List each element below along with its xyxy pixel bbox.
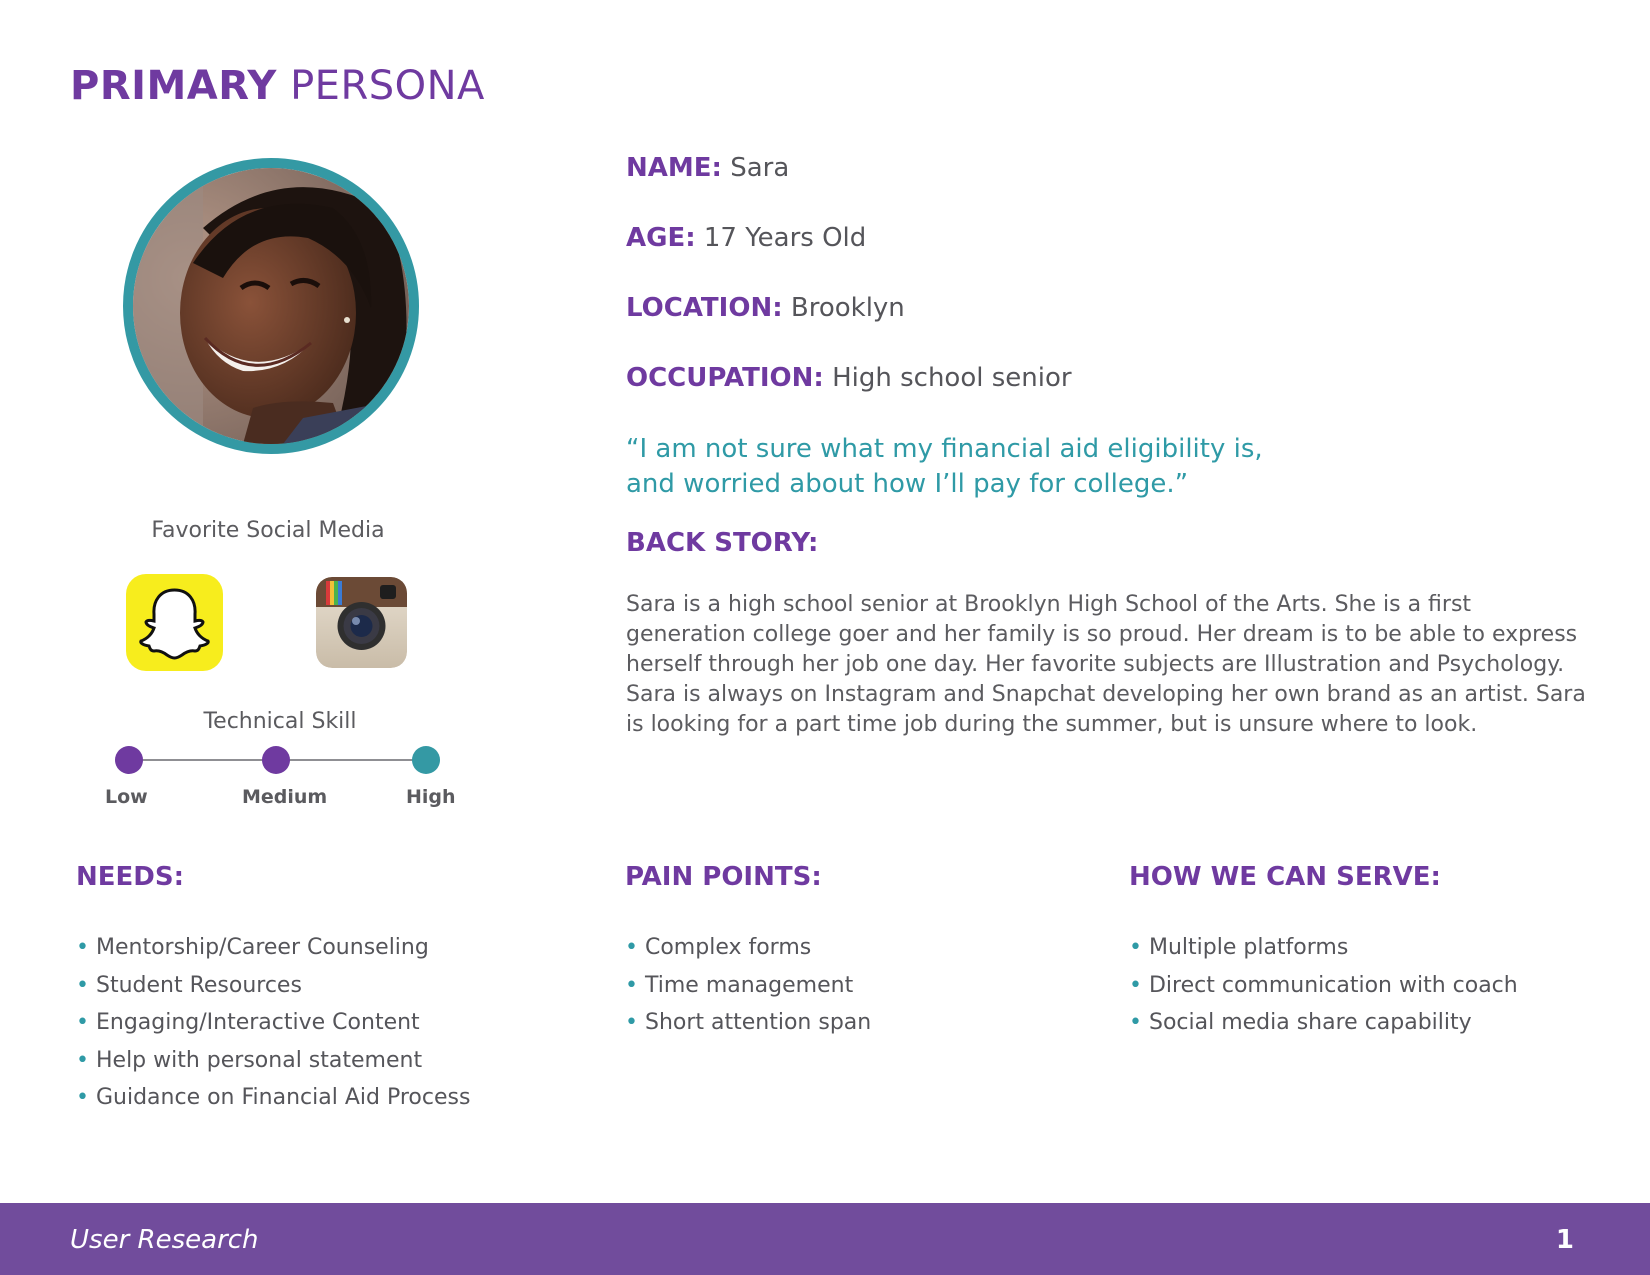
list-item bbox=[625, 929, 871, 967]
list-item-text: Time management bbox=[644, 972, 854, 998]
bullet-icon: • bbox=[625, 1010, 638, 1035]
bullet-icon: • bbox=[76, 1085, 89, 1110]
bullet-icon: • bbox=[1129, 1010, 1142, 1035]
back-story-line: is looking for a part time job during the summer, but is unsure where to look. bbox=[626, 712, 1478, 737]
list-item-text: Short attention span bbox=[644, 1010, 872, 1035]
persona-name-row bbox=[626, 151, 789, 185]
bullet-icon: • bbox=[76, 1010, 89, 1035]
page-title-light: PERSONA bbox=[290, 63, 485, 109]
list-item bbox=[76, 1079, 470, 1117]
list-item bbox=[76, 1042, 470, 1080]
how-we-can-serve-list bbox=[1129, 929, 1518, 1042]
skill-label-low: Low bbox=[105, 786, 148, 808]
persona-avatar bbox=[123, 158, 419, 454]
footer-bar bbox=[0, 1203, 1650, 1275]
list-item-text: Multiple platforms bbox=[1148, 935, 1349, 960]
list-item-text: Mentorship/Career Counseling bbox=[95, 935, 429, 960]
back-story-title: BACK STORY: bbox=[626, 528, 819, 558]
back-story-line: herself through her job one day. Her favorite subjects are Illustration and Psychology. bbox=[626, 652, 1565, 677]
snapchat-icon bbox=[126, 574, 223, 671]
skill-dot-low bbox=[115, 746, 143, 774]
pain-points-list bbox=[625, 929, 871, 1042]
list-item-text: Complex forms bbox=[644, 935, 812, 960]
bullet-icon: • bbox=[76, 972, 89, 998]
footer-label: User Research bbox=[70, 1225, 259, 1255]
persona-occupation-row bbox=[626, 361, 1072, 395]
page-number: 1 bbox=[1555, 1225, 1574, 1255]
list-item-text: Student Resources bbox=[95, 972, 302, 998]
list-item bbox=[1129, 967, 1518, 1005]
name-label: NAME: bbox=[626, 153, 722, 183]
bullet-icon: • bbox=[625, 972, 638, 998]
age-label: AGE: bbox=[626, 223, 696, 253]
location-value: Brooklyn bbox=[790, 293, 905, 323]
back-story-line: generation college goer and her family is so proud. Her dream is to be able to express bbox=[626, 622, 1578, 647]
age-value: 17 Years Old bbox=[703, 223, 867, 253]
skill-label-medium: Medium bbox=[242, 786, 328, 808]
technical-skill-caption: Technical Skill bbox=[203, 709, 357, 734]
back-story-line: Sara is always on Instagram and Snapchat developing her own brand as an artist. Sara bbox=[626, 682, 1586, 707]
back-story-text bbox=[626, 590, 1586, 740]
quote-line: and worried about how I’ll pay for college.” bbox=[626, 469, 1189, 499]
social-media-caption: Favorite Social Media bbox=[151, 518, 385, 543]
pain-points-title: PAIN POINTS: bbox=[625, 862, 822, 892]
instagram-icon bbox=[316, 577, 407, 668]
occupation-value: High school senior bbox=[832, 363, 1072, 393]
location-label: LOCATION: bbox=[626, 293, 783, 323]
list-item-text: Direct communication with coach bbox=[1148, 972, 1518, 998]
page-title-strong: PRIMARY bbox=[70, 63, 277, 109]
back-story-line: Sara is a high school senior at Brooklyn High School of the Arts. She is a first bbox=[626, 592, 1472, 617]
list-item bbox=[625, 967, 871, 1005]
list-item-text: Engaging/Interactive Content bbox=[95, 1010, 420, 1035]
list-item-text: Help with personal statement bbox=[95, 1047, 423, 1073]
skill-dot-medium bbox=[262, 746, 290, 774]
needs-title: NEEDS: bbox=[76, 862, 184, 892]
list-item bbox=[625, 1004, 871, 1042]
bullet-icon: • bbox=[76, 935, 89, 960]
skill-label-high: High bbox=[406, 786, 456, 808]
list-item bbox=[76, 967, 470, 1005]
page-title bbox=[70, 60, 485, 112]
name-value: Sara bbox=[730, 153, 790, 183]
list-item-text: Guidance on Financial Aid Process bbox=[95, 1085, 471, 1110]
how-we-can-serve-title: HOW WE CAN SERVE: bbox=[1129, 862, 1441, 892]
persona-location-row bbox=[626, 291, 905, 325]
quote-line: “I am not sure what my financial aid eligibility is, bbox=[626, 434, 1263, 464]
list-item-text: Social media share capability bbox=[1148, 1010, 1472, 1035]
list-item bbox=[1129, 1004, 1518, 1042]
persona-age-row bbox=[626, 221, 866, 255]
persona-quote bbox=[626, 432, 1263, 502]
skill-dot-high-selected bbox=[412, 746, 440, 774]
occupation-label: OCCUPATION: bbox=[626, 363, 824, 393]
bullet-icon: • bbox=[76, 1047, 89, 1073]
bullet-icon: • bbox=[1129, 972, 1142, 998]
list-item bbox=[1129, 929, 1518, 967]
avatar-illustration bbox=[133, 168, 409, 444]
list-item bbox=[76, 1004, 470, 1042]
list-item bbox=[76, 929, 470, 967]
needs-list bbox=[76, 929, 470, 1117]
bullet-icon: • bbox=[625, 935, 638, 960]
bullet-icon: • bbox=[1129, 935, 1142, 960]
